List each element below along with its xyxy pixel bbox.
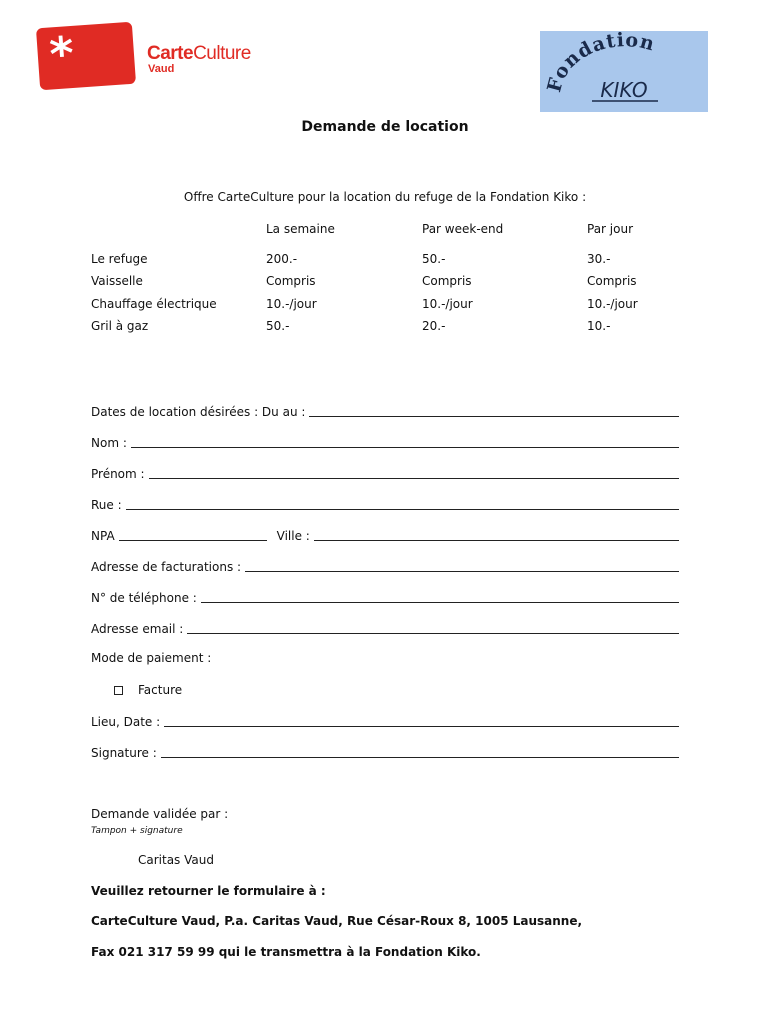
footer-fax: Fax 021 317 59 99 qui le transmettra à la Fondation Kiko. [91, 945, 481, 959]
signature-field [91, 744, 679, 760]
signature-input[interactable] [161, 745, 679, 758]
prenom-label: Prénom : [91, 467, 145, 481]
nom-input[interactable] [131, 435, 679, 448]
table-cell: 50.- [422, 252, 446, 266]
adresse-facturation-label: Adresse de facturations : [91, 560, 242, 574]
rue-label: Rue : [91, 498, 122, 512]
carteculture-card-shape [36, 22, 136, 91]
fondation-kiko-logo [540, 31, 708, 112]
facture-label: Facture [138, 683, 183, 697]
dates-field [91, 403, 679, 419]
footer-address: CarteCulture Vaud, P.a. Caritas Vaud, Rue César-Roux 8, 1005 Lausanne, [91, 914, 583, 928]
table-cell: Compris [422, 274, 472, 288]
ville-label: Ville : [276, 529, 310, 543]
column-header: La semaine [266, 222, 335, 236]
signature-label: Signature : [91, 746, 157, 760]
nom-label: Nom : [91, 436, 127, 450]
column-header: Par jour [587, 222, 634, 236]
telephone-label: N° de téléphone : [91, 591, 197, 605]
email-label: Adresse email : [91, 622, 184, 636]
telephone-input[interactable] [201, 590, 679, 603]
ville-input[interactable] [314, 528, 679, 541]
validation-label: Demande validée par : [91, 807, 229, 821]
footer-instruction: Veuillez retourner le formulaire à : [91, 884, 326, 898]
rue-input[interactable] [126, 497, 679, 510]
table-cell: Compris [266, 274, 316, 288]
table-cell: 20.- [422, 319, 446, 333]
carteculture-brand-rest: Culture [193, 43, 251, 64]
validation-note: Tampon + signature [91, 826, 183, 836]
email-input[interactable] [187, 621, 679, 634]
row-label: Vaisselle [91, 274, 143, 288]
carteculture-brand [147, 43, 251, 65]
kiko-text: KIKO [600, 78, 648, 102]
row-label: Gril à gaz [91, 319, 149, 333]
nom-field [91, 434, 679, 450]
carteculture-brand-bold: Carte [147, 43, 194, 64]
column-header: Par week-end [422, 222, 504, 236]
facture-checkbox[interactable] [114, 686, 123, 695]
table-cell: Compris [587, 274, 637, 288]
npa-ville-field [91, 527, 679, 543]
adresse-facturation-input[interactable] [245, 559, 679, 572]
table-cell: 30.- [587, 252, 611, 266]
email-field [91, 620, 679, 636]
telephone-field [91, 589, 679, 605]
table-cell: 10.- [587, 319, 611, 333]
lieu-date-input[interactable] [164, 714, 679, 727]
carteculture-sub: Vaud [148, 63, 175, 75]
offer-text: Offre CarteCulture pour la location du refuge de la Fondation Kiko : [183, 190, 587, 204]
prenom-field [91, 465, 679, 481]
lieu-date-label: Lieu, Date : [91, 715, 161, 729]
lieu-date-field [91, 713, 679, 729]
row-label: Chauffage électrique [91, 297, 217, 311]
adresse-facturation-field [91, 558, 679, 574]
validation-org: Caritas Vaud [138, 853, 214, 867]
table-cell: 10.-/jour [266, 297, 317, 311]
dates-input[interactable] [309, 404, 679, 417]
table-cell: 10.-/jour [422, 297, 473, 311]
rue-field [91, 496, 679, 512]
page-title: Demande de location [301, 119, 469, 135]
mode-paiement-label: Mode de paiement : [91, 651, 212, 665]
npa-input[interactable] [119, 528, 267, 541]
table-cell: 200.- [266, 252, 298, 266]
star-icon: * [47, 25, 76, 82]
fondation-kiko-logo-art [540, 31, 708, 112]
npa-label: NPA [91, 529, 115, 543]
dates-label: Dates de location désirées : Du au : [91, 405, 306, 419]
fondation-text: Fondation [543, 31, 658, 95]
prenom-input[interactable] [149, 466, 679, 479]
table-cell: 10.-/jour [587, 297, 638, 311]
table-cell: 50.- [266, 319, 290, 333]
row-label: Le refuge [91, 252, 148, 266]
